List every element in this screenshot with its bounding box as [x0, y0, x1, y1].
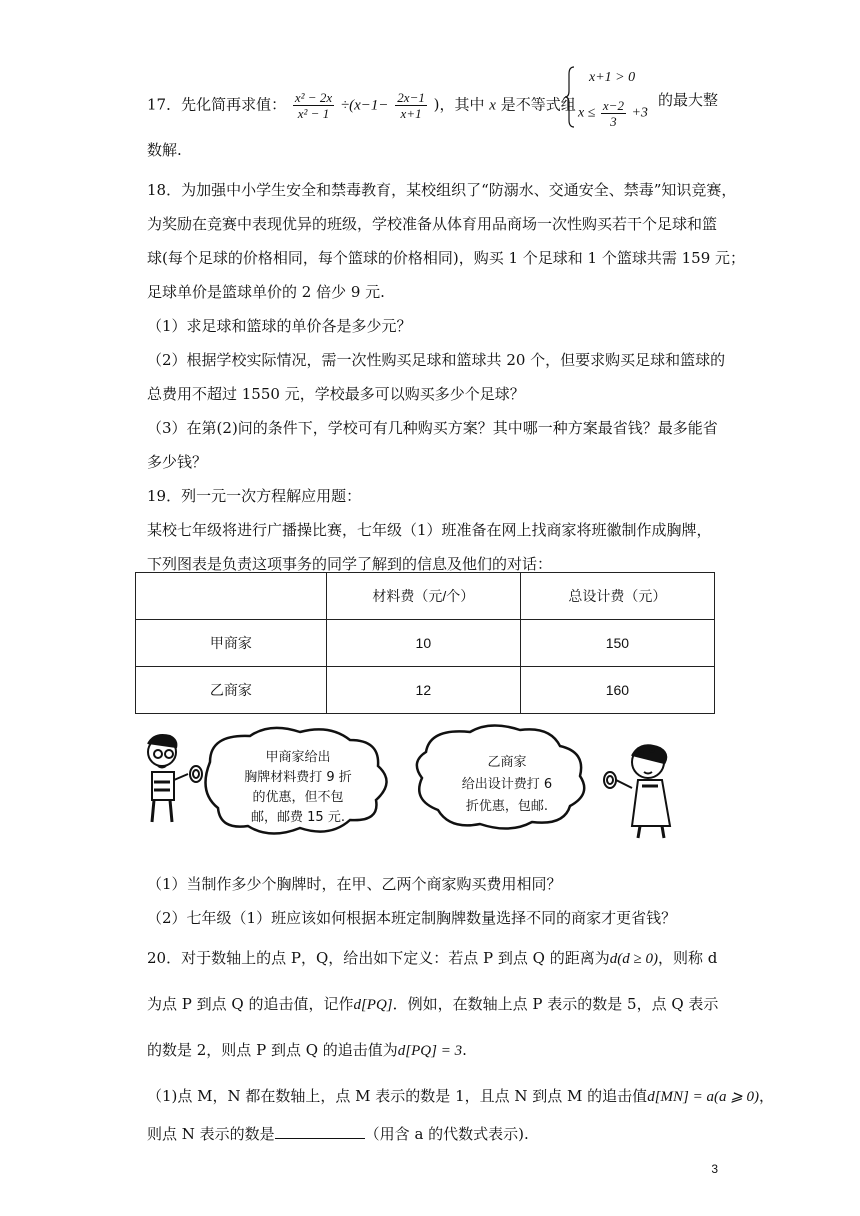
q20-p1b: d[MN] = a(a ⩾ 0) [647, 1089, 760, 1105]
q17-ineq2-pre: x ≤ [578, 105, 596, 121]
q20-l2c: ．例如，在数轴上点 P 表示的数是 5，点 Q 表示 [392, 995, 719, 1013]
bubble-a-text [218, 748, 378, 828]
q17-close: )，其中 [433, 95, 485, 114]
q17-frac1-num: x² − 2x [294, 90, 333, 105]
bubble-a-line: 甲商家给出 [265, 750, 331, 765]
q20-l2a: 为点 P 到点 Q 的追击值，记作 [147, 995, 354, 1013]
bubble-a-line: 邮，邮费 15 元. [251, 810, 345, 825]
q18-line2: 为奖励在竞赛中表现优异的班级，学校准备从体育用品商场一次性购买若干个足球和篮 [147, 215, 718, 233]
q17-line1 [147, 90, 576, 121]
q20-l2b: d[PQ] [353, 997, 393, 1013]
page-number: 3 [711, 1162, 718, 1176]
q17-fraction-2 [395, 90, 427, 121]
bubble-b-line: 给出设计费打 6 [461, 777, 553, 792]
q20-line1 [147, 948, 717, 969]
q20-part1-line1 [147, 1086, 774, 1107]
q20-line2 [147, 994, 718, 1015]
q18-part3-line1: （3）在第(2)问的条件下，学校可有几种购买方案？其中哪一种方案最省钱？最多能省 [147, 419, 718, 437]
table-cell: 160 [520, 667, 714, 714]
q20-l3b: d[PQ] = 3 [397, 1043, 463, 1059]
q20-p1a: （1)点 M，N 都在数轴上，点 M 表示的数是 1，且点 N 到点 M 的追击值 [147, 1087, 648, 1105]
q17-ineq2-den: 3 [610, 114, 617, 129]
q17-tail: 的最大整 [658, 91, 719, 109]
q18-part2-line2: 总费用不超过 1550 元，学校最多可以购买多少个足球？ [147, 385, 525, 403]
q17-frac2-num: 2x−1 [397, 90, 425, 105]
q20-l1c: ，则称 d [657, 949, 718, 967]
q17-inequality-2 [578, 98, 648, 129]
q18-line1: 18．为加强中小学生安全和禁毒教育，某校组织了“防溺水、交通安全、禁毒”知识竞赛， [147, 181, 737, 199]
q17-mid: 是不等式组 [500, 95, 576, 114]
table-header-cell [136, 573, 327, 620]
q20-l1b: d(d ≥ 0) [609, 951, 658, 967]
q19-part2: （2）七年级（1）班应该如何根据本班定制胸牌数量选择不同的商家才更省钱？ [147, 909, 677, 927]
q20-l3a: 的数是 2，则点 P 到点 Q 的追击值为 [147, 1041, 398, 1059]
q17-frac1-den: x² − 1 [297, 106, 330, 121]
q17-div: ÷(x−1− [340, 97, 389, 114]
brace-icon [565, 66, 575, 128]
q19-part1: （1）当制作多少个胸牌时，在甲、乙两个商家购买费用相同？ [147, 875, 562, 893]
q17-fraction-1 [293, 90, 334, 121]
table-row [136, 667, 715, 714]
table-cell: 甲商家 [136, 620, 327, 667]
answer-blank[interactable] [275, 1124, 365, 1139]
q18-line3: 球(每个足球的价格相同，每个篮球的价格相同)，购买 1 个足球和 1 个篮球共需 159 元； [147, 249, 746, 267]
q17-ineq2-fraction [601, 98, 626, 129]
q20-part1-line2 [147, 1124, 529, 1144]
boy-figure-icon [148, 735, 202, 822]
girl-figure-icon [604, 745, 670, 838]
table-header-cell: 总设计费（元） [520, 573, 714, 620]
table-cell: 150 [520, 620, 714, 667]
table-cell: 乙商家 [136, 667, 327, 714]
q17-x: x [489, 97, 496, 114]
q17-inequality-1: x+1 > 0 [589, 70, 636, 85]
q17-line2: 数解. [147, 141, 182, 159]
table-cell: 12 [326, 667, 520, 714]
q20-p1c: ， [759, 1087, 775, 1105]
q19-line1: 19．列一元一次方程解应用题： [147, 487, 362, 505]
bubble-b-text [432, 752, 582, 818]
bubble-a-line: 的优惠，但不包 [252, 790, 344, 805]
q17-ineq2-num: x−2 [602, 98, 624, 113]
q18-line4: 足球单价是篮球单价的 2 倍少 9 元. [147, 283, 385, 301]
bubble-a-line: 胸牌材料费打 9 折 [244, 770, 352, 785]
q20-p1e: （用含 a 的代数式表示). [364, 1125, 529, 1143]
merchant-price-table [135, 572, 715, 714]
q18-part3-line2: 多少钱？ [147, 453, 208, 471]
bubble-b-line: 折优惠，包邮. [465, 799, 549, 814]
table-header-row [136, 573, 715, 620]
q20-l3c: . [462, 1041, 467, 1059]
q19-line3: 下列图表是负责这项事务的同学了解到的信息及他们的对话： [147, 555, 553, 573]
q17-label: 17．先化简再求值： [147, 95, 287, 114]
q17-frac2-den: x+1 [400, 106, 422, 121]
bubble-b-line: 乙商家 [487, 755, 527, 770]
q20-p1d: 则点 N 表示的数是 [147, 1125, 275, 1143]
q17-ineq2-post: +3 [631, 105, 648, 121]
q18-part2-line1: （2）根据学校实际情况，需一次性购买足球和篮球共 20 个，但要求购买足球和篮球的 [147, 351, 726, 369]
q20-l1a: 20．对于数轴上的点 P，Q，给出如下定义：若点 P 到点 Q 的距离为 [147, 949, 610, 967]
q19-line2: 某校七年级将进行广播操比赛，七年级（1）班准备在网上找商家将班徽制作成胸牌， [147, 521, 712, 539]
table-header-cell: 材料费（元/个） [326, 573, 520, 620]
q18-part1: （1）求足球和篮球的单价各是多少元？ [147, 317, 412, 335]
q20-line3 [147, 1040, 467, 1061]
table-cell: 10 [326, 620, 520, 667]
table-row [136, 620, 715, 667]
